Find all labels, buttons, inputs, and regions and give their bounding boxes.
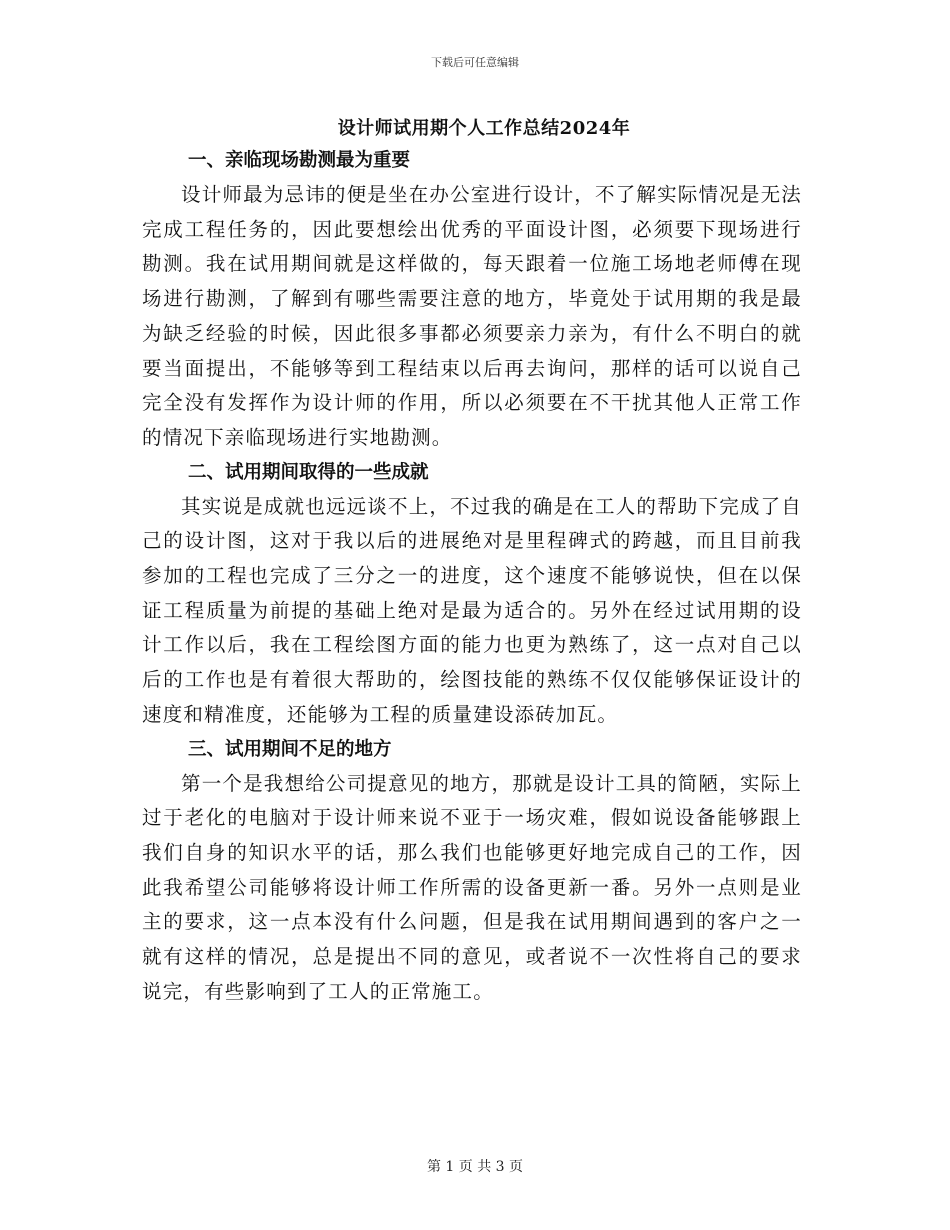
page-number-footer: 第 1 页 共 3 页 [426,1159,524,1175]
document-title: 设计师试用期个人工作总结2024年 [337,118,631,139]
document-body [142,144,802,1009]
section-paragraph-1: 设计师最为忌讳的便是坐在办公室进行设计，不了解实际情况是无法完成工程任务的，因此要想绘出优秀的平面设计图，必须要下现场进行勘测。我在试用期间就是这样做的，每天跟着一位施工场地老师傅在现场进行勘测，了解到有哪些需要注意的地方，毕竟处于试用期的我是最为缺乏经验的时候，因此很多事都必须要亲力亲为，有什么不明白的就要当面提出，不能够等到工程结束以后再去询问，那样的话可以说自己完全没有发挥作为设计师的作用，所以必须要在不干扰其他人正常工作的情况下亲临现场进行实地勘测。 [142,183,803,449]
page-header-note: 下载后可任意编辑 [431,56,519,69]
section-heading-1: 一、亲临现场勘测最为重要 [188,150,411,171]
section-paragraph-2: 其实说是成就也远远谈不上，不过我的确是在工人的帮助下完成了自己的设计图，这对于我以后的进展绝对是里程碑式的跨越，而且目前我参加的工程也完成了三分之一的进度，这个速度不能够说快，但在以保证工程质量为前提的基础上绝对是最为适合的。另外在经过试用期的设计工作以后，我在工程绘图方面的能力也更为熟练了，这一点对自己以后的工作也是有着很大帮助的，绘图技能的熟练不仅仅能够保证设计的速度和精准度，还能够为工程的质量建设添砖加瓦。 [142,494,803,726]
section-paragraph-3: 第一个是我想给公司提意见的地方，那就是设计工具的简陋，实际上过于老化的电脑对于设计师来说不亚于一场灾难，假如说设备能够跟上我们自身的知识水平的话，那么我们也能够更好地完成自己的工作，因此我希望公司能够将设计师工作所需的设备更新一番。另外一点则是业主的要求，这一点本没有什么问题，但是我在试用期间遇到的客户之一就有这样的情况，总是提出不同的意见，或者说不一次性将自己的要求说完，有些影响到了工人的正常施工。 [142,771,803,1003]
section-heading-2: 二、试用期间取得的一些成就 [188,461,429,483]
section-heading-3: 三、试用期间不足的地方 [188,738,392,760]
